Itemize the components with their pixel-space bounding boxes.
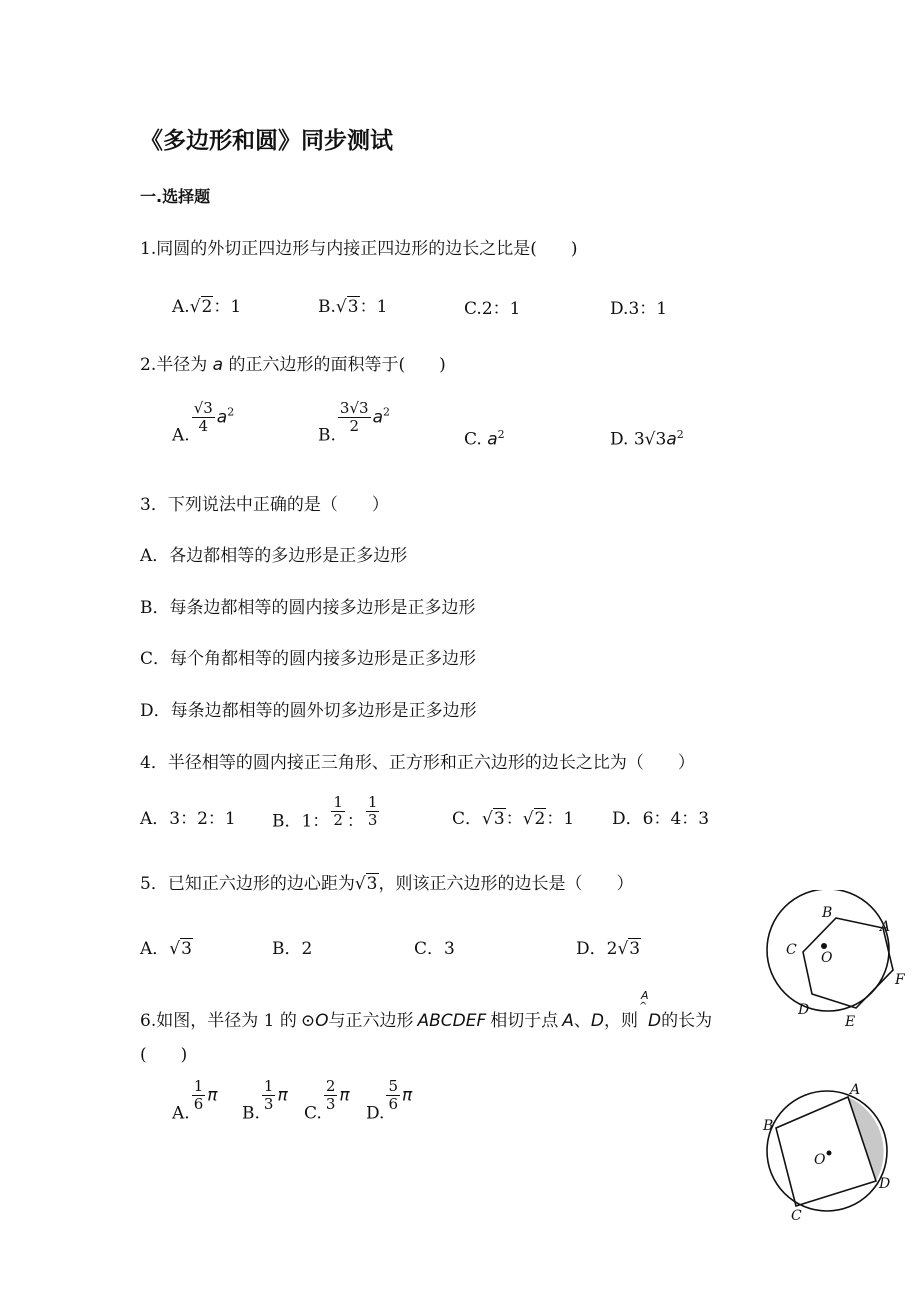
figure2-label-o: O <box>814 1152 826 1168</box>
q3-option-d[interactable]: D．每条边都相等的圆外切多边形是正多边形 <box>140 701 477 721</box>
figure-circle-hexagon <box>760 890 912 1038</box>
figure1-center-dot <box>821 943 827 949</box>
q5-option-a[interactable]: A．√3 <box>140 939 192 959</box>
q1-option-a[interactable]: A.√2：1 <box>172 297 242 317</box>
q2-option-a[interactable]: A. $\frac{√3}{4}$ $a^2$ <box>172 399 235 446</box>
q2-option-d[interactable]: D. $3√3a^2$ <box>610 428 684 450</box>
q5-option-d[interactable]: D．2√3 <box>576 939 641 959</box>
figure1-label-d: D <box>798 1002 810 1018</box>
question-1-stem: 1.同圆的外切正四边形与内接正四边形的边长之比是( ) <box>140 239 578 259</box>
figure1-label-a: A <box>880 919 891 935</box>
q6-option-d[interactable]: D. $\frac{5}{6}$ π <box>366 1077 413 1124</box>
q3-option-a[interactable]: A．各边都相等的多边形是正多边形 <box>140 546 408 566</box>
q4-option-b[interactable]: B．1： $\frac{1}{2}$ ： $\frac{1}{3}$ <box>272 793 378 832</box>
q3-option-b[interactable]: B．每条边都相等的圆内接多边形是正多边形 <box>140 598 476 618</box>
q2-option-b[interactable]: B. $\frac{3√3}{2}$ $a^2$ <box>318 399 390 446</box>
figure2-center-dot <box>827 1151 832 1156</box>
figure2-label-b: B <box>763 1118 774 1134</box>
q5-option-c[interactable]: C．3 <box>414 939 455 959</box>
page-title: 《多边形和圆》同步测试 <box>140 128 393 154</box>
section-heading: 一.选择题 <box>140 187 211 206</box>
figure1-label-c: C <box>786 942 797 958</box>
question-4-stem: 4．半径相等的圆内接正三角形、正方形和正六边形的边长之比为（ ） <box>140 753 695 773</box>
q5-option-b[interactable]: B．2 <box>272 939 313 959</box>
q6-option-a[interactable]: A. $\frac{1}{6}$ π <box>172 1077 218 1124</box>
question-6-stem-line2: ( ) <box>140 1045 188 1065</box>
figure2-label-c: C <box>791 1208 802 1224</box>
question-5-stem: 5．已知正六边形的边心距为√3，则该正六边形的边长是（ ） <box>140 874 634 894</box>
figure1-label-b: B <box>822 905 833 921</box>
q6-option-c[interactable]: C. $\frac{2}{3}$ π <box>304 1077 350 1124</box>
figure1-label-f: F <box>895 972 905 988</box>
q1-option-c[interactable]: C.2：1 <box>464 299 521 319</box>
figure1-label-o: O <box>821 950 833 966</box>
figure-circle-square <box>758 1078 898 1224</box>
q4-option-d[interactable]: D．6：4：3 <box>612 809 710 829</box>
figure1-label-e: E <box>845 1014 856 1030</box>
question-3-stem: 3．下列说法中正确的是（ ） <box>140 495 389 515</box>
q2-option-c[interactable]: C. $a^2$ <box>464 428 505 450</box>
q1-option-b[interactable]: B.√3：1 <box>318 297 388 317</box>
q6-option-b[interactable]: B. $\frac{1}{3}$ π <box>242 1077 288 1124</box>
question-2-stem: 2.半径为 a 的正六边形的面积等于( ) <box>140 355 446 375</box>
figure2-shaded-segment <box>848 1097 884 1181</box>
q4-option-a[interactable]: A．3：2：1 <box>140 809 236 829</box>
q3-option-c[interactable]: C．每个角都相等的圆内接多边形是正多边形 <box>140 649 477 669</box>
figure2-label-d: D <box>879 1176 891 1192</box>
q4-option-c[interactable]: C．√3：√2：1 <box>452 809 575 829</box>
figure2-label-a: A <box>850 1082 861 1098</box>
q1-option-d[interactable]: D.3：1 <box>610 299 668 319</box>
question-6-stem: 6.如图，半径为 1 的 ⊙O与正六边形 ABCDEF 相切于点 A、D，则 A ^ D的长为 <box>140 989 713 1031</box>
